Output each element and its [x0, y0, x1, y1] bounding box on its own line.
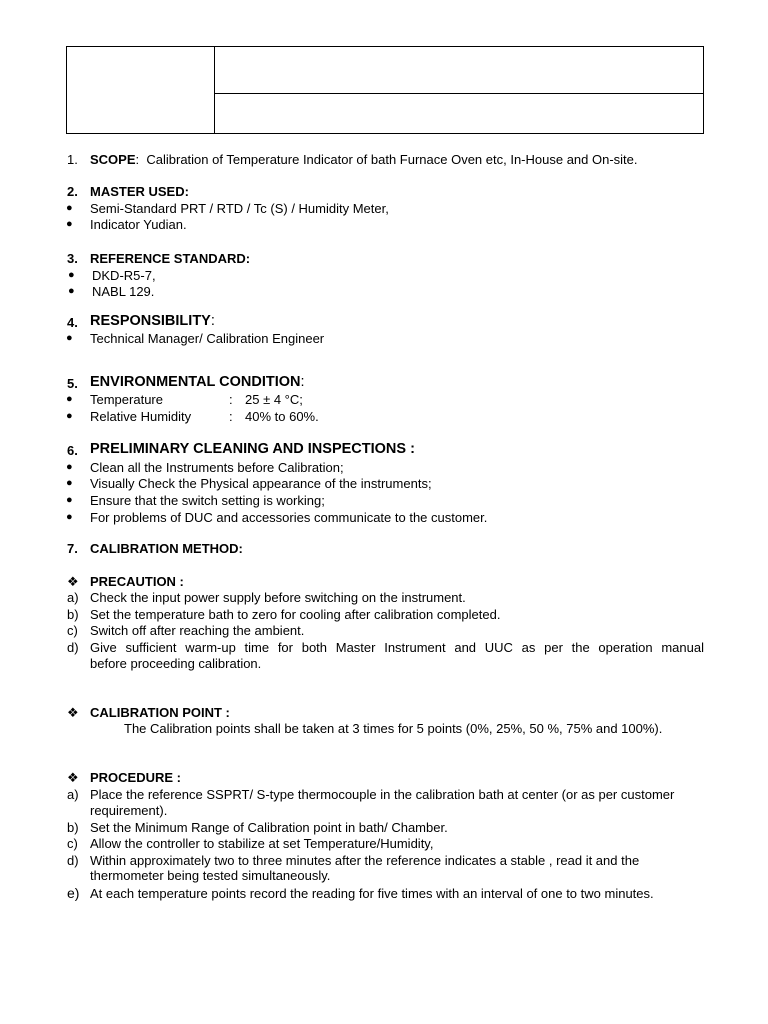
diamond-bullet-icon: ❖ [67, 770, 79, 785]
env-sep: : [229, 392, 233, 407]
section-number: 3. [67, 251, 78, 266]
reference-title: REFERENCE STANDARD: [90, 251, 251, 266]
calpoint-title: CALIBRATION POINT : [90, 705, 230, 720]
bullet-icon: ● [66, 461, 73, 473]
bullet-icon: ● [66, 494, 73, 506]
list-item: NABL 129. [92, 284, 155, 299]
environment-title: ENVIRONMENTAL CONDITION: [90, 374, 305, 390]
list-item: Indicator Yudian. [90, 217, 187, 232]
list-item: Place the reference SSPRT/ S-type thermocouple in the calibration bath at center (or as per customer [90, 787, 675, 802]
env-sep: : [229, 409, 233, 424]
bullet-icon: ● [66, 332, 73, 344]
list-item: Semi-Standard PRT / RTD / Tc (S) / Humidity Meter, [90, 201, 389, 216]
item-label: e) [67, 885, 80, 901]
section-number: 1. [67, 152, 78, 167]
env-label: Relative Humidity [90, 409, 192, 424]
diamond-bullet-icon: ❖ [67, 705, 79, 720]
list-item: Within approximately two to three minutes after the reference indicates a stable , read it and the [90, 853, 640, 868]
calpoint-text: The Calibration points shall be taken at 3 times for 5 points (0%, 25%, 50 %, 75% and 100%). [124, 721, 663, 736]
list-item: Allow the controller to stabilize at set Temperature/Humidity, [90, 836, 434, 851]
bullet-icon: ● [66, 202, 73, 214]
item-label: c) [67, 836, 78, 851]
header-table [66, 46, 704, 134]
section-number: 6. [67, 443, 78, 458]
item-label: b) [67, 820, 79, 835]
scope-title: SCOPE [90, 152, 136, 167]
cleaning-title: PRELIMINARY CLEANING AND INSPECTIONS : [90, 441, 415, 457]
bullet-icon: ● [66, 511, 73, 523]
bullet-icon: ● [66, 393, 73, 405]
bullet-icon: ● [66, 477, 73, 489]
section-number: 7. [67, 541, 78, 556]
list-item: Ensure that the switch setting is working; [90, 493, 325, 508]
header-title-cell [214, 47, 703, 94]
precaution-title: PRECAUTION : [90, 574, 184, 589]
item-label: a) [67, 787, 79, 802]
method-title: CALIBRATION METHOD: [90, 541, 243, 556]
bullet-icon: ● [68, 269, 75, 281]
item-label: d) [67, 640, 79, 655]
list-item: Clean all the Instruments before Calibration; [90, 460, 344, 475]
section-number: 5. [67, 376, 78, 391]
section-number: 2. [67, 184, 78, 199]
list-item: Check the input power supply before switching on the instrument. [90, 590, 466, 605]
item-label: d) [67, 853, 79, 868]
list-item: Set the Minimum Range of Calibration point in bath/ Chamber. [90, 820, 448, 835]
master-title: MASTER USED: [90, 184, 189, 199]
procedure-title: PROCEDURE : [90, 770, 182, 785]
responsibility-title: RESPONSIBILITY: [90, 313, 215, 329]
list-item: For problems of DUC and accessories communicate to the customer. [90, 510, 488, 525]
bullet-icon: ● [66, 218, 73, 230]
header-logo-cell [67, 47, 215, 133]
env-value: 25 ± 4 °C; [245, 392, 303, 407]
list-item: Technical Manager/ Calibration Engineer [90, 331, 325, 346]
env-label: Temperature [90, 392, 163, 407]
list-item-continuation: requirement). [90, 803, 168, 818]
list-item: DKD-R5-7, [92, 268, 156, 283]
item-label: b) [67, 607, 79, 622]
list-item: Set the temperature bath to zero for cooling after calibration completed. [90, 607, 501, 622]
list-item: Give sufficient warm-up time for both Master Instrument and UUC as per the operation manual [90, 640, 704, 655]
list-item: Visually Check the Physical appearance of the instruments; [90, 476, 432, 491]
scope-line: SCOPE: Calibration of Temperature Indicator of bath Furnace Oven etc, In-House and On-site. [90, 152, 638, 167]
bullet-icon: ● [66, 410, 73, 422]
item-label: a) [67, 590, 79, 605]
env-value: 40% to 60%. [245, 409, 319, 424]
scope-text: Calibration of Temperature Indicator of bath Furnace Oven etc, In-House and On-site. [146, 152, 638, 167]
bullet-icon: ● [68, 285, 75, 297]
section-number: 4. [67, 315, 78, 330]
item-label: c) [67, 623, 78, 638]
list-item: Switch off after reaching the ambient. [90, 623, 305, 638]
list-item: At each temperature points record the reading for five times with an interval of one to two minutes. [90, 886, 654, 901]
list-item-continuation: thermometer being tested simultaneously. [90, 868, 331, 883]
list-item-continuation: before proceeding calibration. [90, 656, 262, 671]
diamond-bullet-icon: ❖ [67, 574, 79, 589]
